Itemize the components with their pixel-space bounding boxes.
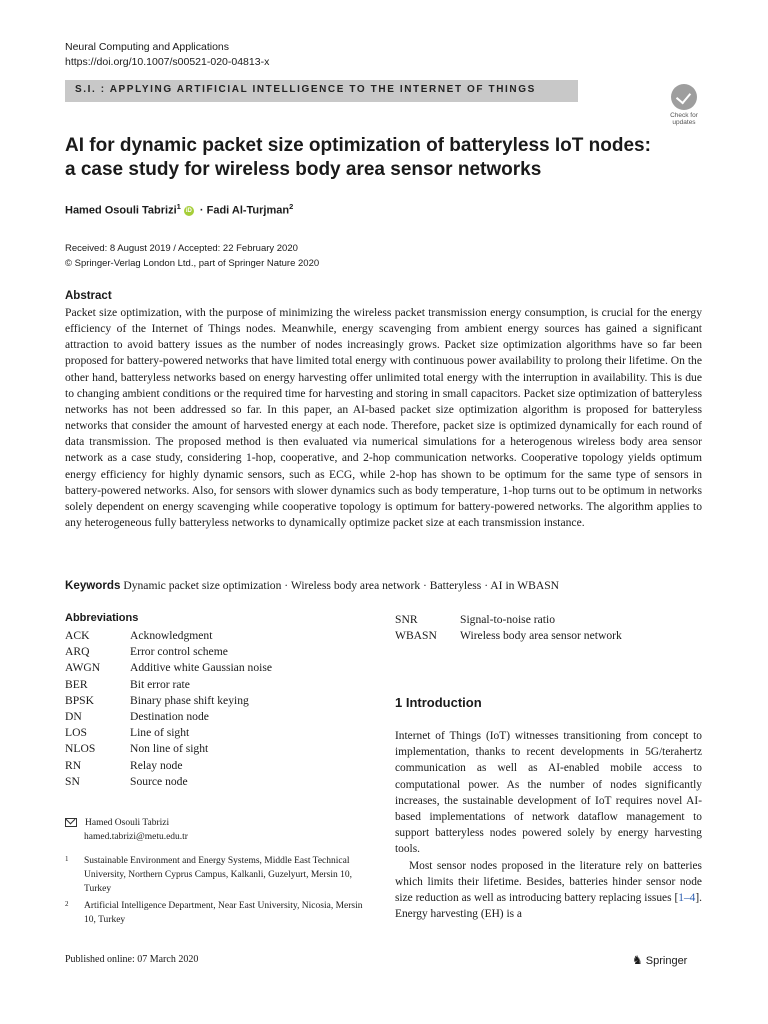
author-2[interactable]: Fadi Al-Turjman xyxy=(206,204,290,217)
affiliation-2 xyxy=(65,899,365,927)
affiliation-text: Sustainable Environment and Energy Systems, Middle East Technical University, Northern Cyprus Campus, Kalkanli, Guzelyurt, Mersin 10, Turkey xyxy=(84,856,352,894)
journal-header xyxy=(65,40,269,70)
abstract-text: Packet size optimization, with the purpose of minimizing the wireless packet transmission energy consumption, is crucial for the energy efficiency of the Internet of Things nodes. Meanwhile, energy scavenging from ambient energy sources has gained a significant attraction to avoid battery issues as the number of nodes increasingly grows. Packet size optimization algorithms have so far been proposed for battery-powered networks that have limited total energy with continuous power availability to prolong their lifetime. On the other hand, batteryless networks based on energy harvesting offer unlimited total energy with the interruption in availability. This is due to changing ambient conditions or the required time for harvesting and storing in small capacitors. Packet size optimization of batteryless networks has not been addressed so far. In this paper, an AI-based packet size optimization algorithm is proposed for batteryless networks that consider the amount of harvested energy at each node. Therefore, packet size is optimized dynamically for each round of data transmission. The proposed method is then evaluated via numerical simulations for a heterogenous wireless body area sensor network as a case study, considering 1-hop, cooperative, and 2-hop communication networks. Cooperative topology yields optimum energy efficiency for highly dynamic sensors, such as ECG, while 2-hop has shown to be optimum for the same type of sensors in battery-powered networks. Also, for sensors with slower dynamics such as body temperature, 1-hop turns out to be optimum in networks solely dependent on energy scavenging while cooperative topology is optimum for battery-powered networks. The algorithm applies to any heterogeneous fully batteryless networks to dynamically optimize packet size at each transmission instance. xyxy=(65,306,702,530)
abbr-definition: Bit error rate xyxy=(130,677,190,691)
abbr-definition: Source node xyxy=(130,774,188,788)
abbreviation-row xyxy=(65,677,272,693)
title-line-2: a case study for wireless body area sensor networks xyxy=(65,159,542,180)
introduction-text xyxy=(395,728,702,922)
abbr-definition: Destination node xyxy=(130,710,209,724)
abbr-term: ACK xyxy=(65,629,90,642)
abstract-heading: Abstract xyxy=(65,290,112,302)
affiliation-number: 2 xyxy=(65,900,69,908)
orcid-icon[interactable]: iD xyxy=(185,207,192,214)
abbr-term: BPSK xyxy=(65,693,95,707)
abbr-definition: Non line of sight xyxy=(130,742,209,756)
springer-horse-icon: ♞ xyxy=(632,953,643,967)
corresponding-author xyxy=(65,816,188,844)
abbreviation-row xyxy=(65,644,272,660)
check-updates-label-2: updates xyxy=(672,119,696,126)
publication-dates xyxy=(65,241,319,271)
affiliation-text: Artificial Intelligence Department, Near East University, Nicosia, Mersin 10, Turkey xyxy=(84,901,363,925)
author-1-affil: 1 xyxy=(176,202,181,211)
contact-email[interactable]: hamed.tabrizi@metu.edu.tr xyxy=(84,832,188,842)
abbr-definition: Line of sight xyxy=(130,726,190,740)
abbreviation-row xyxy=(65,725,272,741)
journal-name: Neural Computing and Applications xyxy=(65,41,230,53)
copyright-notice: © Springer-Verlag London Ltd., part of Springer Nature 2020 xyxy=(65,258,320,269)
publisher-name: Springer xyxy=(645,955,688,967)
abbr-definition: Acknowledgment xyxy=(130,629,213,642)
affiliation-1 xyxy=(65,854,365,896)
abbreviation-row xyxy=(395,628,622,644)
citation-link[interactable]: 1–4 xyxy=(678,892,696,905)
abbr-definition: Error control scheme xyxy=(130,645,228,659)
banner-text: S.I. : APPLYING ARTIFICIAL INTELLIGENCE TO THE INTERNET OF THINGS xyxy=(75,84,536,95)
author-separator: · xyxy=(196,204,207,217)
abbr-definition: Signal-to-noise ratio xyxy=(460,613,555,626)
check-updates-icon xyxy=(671,84,697,110)
published-online: Published online: 07 March 2020 xyxy=(65,954,199,965)
abbr-term: ARQ xyxy=(65,645,90,659)
abbreviation-row xyxy=(65,774,272,790)
abbr-definition: Additive white Gaussian noise xyxy=(130,661,273,675)
title-line-1: AI for dynamic packet size optimization of batteryless IoT nodes: xyxy=(65,135,651,156)
abbr-term: SN xyxy=(65,774,80,788)
check-updates-label-1: Check for xyxy=(670,112,698,119)
author-1[interactable]: Hamed Osouli Tabrizi xyxy=(65,204,177,217)
abbr-term: WBASN xyxy=(395,629,437,643)
abbreviation-row xyxy=(65,709,272,725)
doi-link[interactable]: https://doi.org/10.1007/s00521-020-04813-x xyxy=(65,56,270,68)
author-2-affil: 2 xyxy=(289,202,294,211)
contact-name: Hamed Osouli Tabrizi xyxy=(85,818,170,828)
intro-p2-text: Most sensor nodes proposed in the literature rely on batteries which limits their lifetime. Besides, batteries hinder sensor node size reduction as well as introducing battery replacing issues [ xyxy=(395,859,702,905)
keywords-label: Keywords xyxy=(65,579,121,592)
abbreviations-heading: Abbreviations xyxy=(65,612,139,624)
keywords xyxy=(65,579,705,592)
intro-paragraph-1: Internet of Things (IoT) witnesses transitioning from concept to implementation, thanks to recent developments in 5G/terahertz communication as well as AI-enabled mobile access to computational power. As the number of nodes significantly increases, the sustainable development of IoT requires novel AI-based implementations of network dataflow management to support batteryless nodes powered solely by energy harvesting tools. xyxy=(395,730,702,856)
abbr-term: RN xyxy=(65,758,82,772)
special-issue-banner xyxy=(65,80,578,102)
abbr-term: LOS xyxy=(65,726,87,740)
abbr-term: NLOS xyxy=(65,742,96,756)
author-list xyxy=(65,202,293,217)
check-for-updates-button[interactable] xyxy=(664,84,704,126)
abbreviations-list-left xyxy=(65,628,272,790)
abbreviations-list-right xyxy=(395,612,622,644)
abbreviation-row xyxy=(65,628,272,644)
abbreviation-row xyxy=(65,660,272,676)
abbr-term: AWGN xyxy=(65,661,101,675)
affiliation-number: 1 xyxy=(65,855,69,863)
abbreviation-row xyxy=(65,758,272,774)
abbr-definition: Relay node xyxy=(130,758,183,772)
abbreviation-row xyxy=(65,693,272,709)
intro-paragraph-2 xyxy=(395,858,702,923)
paper-title xyxy=(65,134,665,182)
received-accepted: Received: 8 August 2019 / Accepted: 22 February 2020 xyxy=(65,243,298,254)
abbreviation-row xyxy=(65,741,272,757)
section-heading-introduction: 1 Introduction xyxy=(395,695,482,710)
abbreviation-row xyxy=(395,612,622,628)
abbr-term: BER xyxy=(65,677,88,691)
springer-logo xyxy=(632,953,687,967)
abbr-definition: Wireless body area sensor network xyxy=(460,629,622,643)
intro-p2-text-end: ]. Energy harvesting (EH) is a xyxy=(395,892,702,921)
abbr-term: SNR xyxy=(395,613,418,626)
abbr-term: DN xyxy=(65,710,82,724)
envelope-icon xyxy=(65,818,77,827)
keywords-text: Dynamic packet size optimization · Wireless body area network · Batteryless · AI in WBASN xyxy=(123,579,560,592)
abbr-definition: Binary phase shift keying xyxy=(130,693,249,707)
